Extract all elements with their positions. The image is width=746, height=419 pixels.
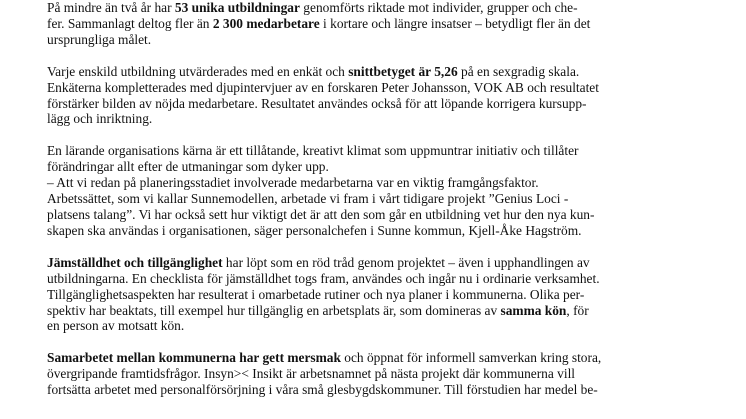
text-line: – Att vi redan på planeringsstadiet involverade medarbetarna var en viktig framgångsfaktor. (47, 175, 539, 191)
highlight-snittbetyg: snittbetyget är 5,26 (348, 63, 458, 79)
text-line: skapen ska användas i organisationen, säger personalchefen i Sunne kommun, Kjell-Åke Hagström. (47, 222, 582, 238)
text-line: en person av motsatt kön. (47, 318, 185, 334)
text-line: Tillgänglighetsaspekten har resulterat i omarbetade rutiner och nya planer i kommunerna. Olika per- (47, 286, 585, 302)
paragraph-samarbete (47, 350, 632, 398)
highlight-utbildningar: 53 unika utbildningar (174, 0, 300, 15)
paragraph-utbildningar (47, 0, 632, 48)
paragraph-larande-organisation (47, 143, 632, 238)
text-line: utbildningarna. En checklista för jämställdhet togs fram, användes och ingår nu i ordinarie verksamhet. (47, 270, 600, 286)
highlight-samarbete: Samarbetet mellan kommunerna har gett mersmak (47, 350, 341, 366)
text-line: förändringar allt efter de utmaningar som dyker upp. (47, 159, 329, 175)
text-line: Arbetssättet, som vi kallar Sunnemodellen, arbetade vi fram i vårt tidigare projekt ”Genius Loci - (47, 191, 569, 207)
text-line: En lärande organisations kärna är ett tillåtande, kreativt klimat som uppmuntrar initiativ och tillåter (47, 143, 579, 159)
text-line: fer. Sammanlagt deltog fler än 2 300 medarbetare i kortare och längre insatser – betydligt fler än det (47, 15, 591, 31)
paragraph-jamstalldhet (47, 255, 632, 335)
text-line: Samarbetet mellan kommunerna har gett mersmak och öppnat för informell samverkan kring stora, (47, 350, 602, 366)
text-line: Enkäterna kompletterades med djupintervjuer av en forskaren Peter Johansson, VOK AB och resultatet (47, 79, 599, 95)
highlight-jamstalldhet: Jämställdhet och tillgänglighet (47, 254, 223, 270)
highlight-samma-kon: samma kön (500, 302, 567, 318)
text-line: spektiv har beaktats, till exempel hur tillgänglig en arbetsplats är, som domineras av samma kön, för (47, 302, 589, 318)
text-line: Jämställdhet och tillgänglighet har löpt som en röd tråd genom projektet – även i upphandlingen av (47, 254, 590, 270)
text-line: förstärker bilden av nöjda medarbetare. Resultatet användes också för att löpande korrigera kursupp- (47, 95, 587, 111)
paragraph-utvardering (47, 64, 632, 128)
highlight-medarbetare: 2 300 medarbetare (212, 15, 320, 31)
text-line: övergripande framtidsfrågor. Insyn>< Insikt är arbetsnamnet på nästa projekt där kommunerna vill (47, 366, 576, 382)
text-line: Varje enskild utbildning utvärderades med en enkät och snittbetyget är 5,26 på en sexgradig skala. (47, 63, 580, 79)
text-line: lägg och inriktning. (47, 111, 153, 127)
text-line: På mindre än två år har 53 unika utbildningar genomförts riktade mot individer, grupper och che- (47, 0, 578, 15)
text-line: platsens talang”. Vi har också sett hur viktigt det är att den som går en utbildning vet hur den nya kun- (47, 206, 595, 222)
document-page (47, 0, 632, 398)
text-line: fortsätta arbetet med personalförsörjning i våra små glesbygdskommuner. Till förstudien har medel be- (47, 382, 598, 398)
text-line: ursprungliga målet. (47, 31, 152, 47)
